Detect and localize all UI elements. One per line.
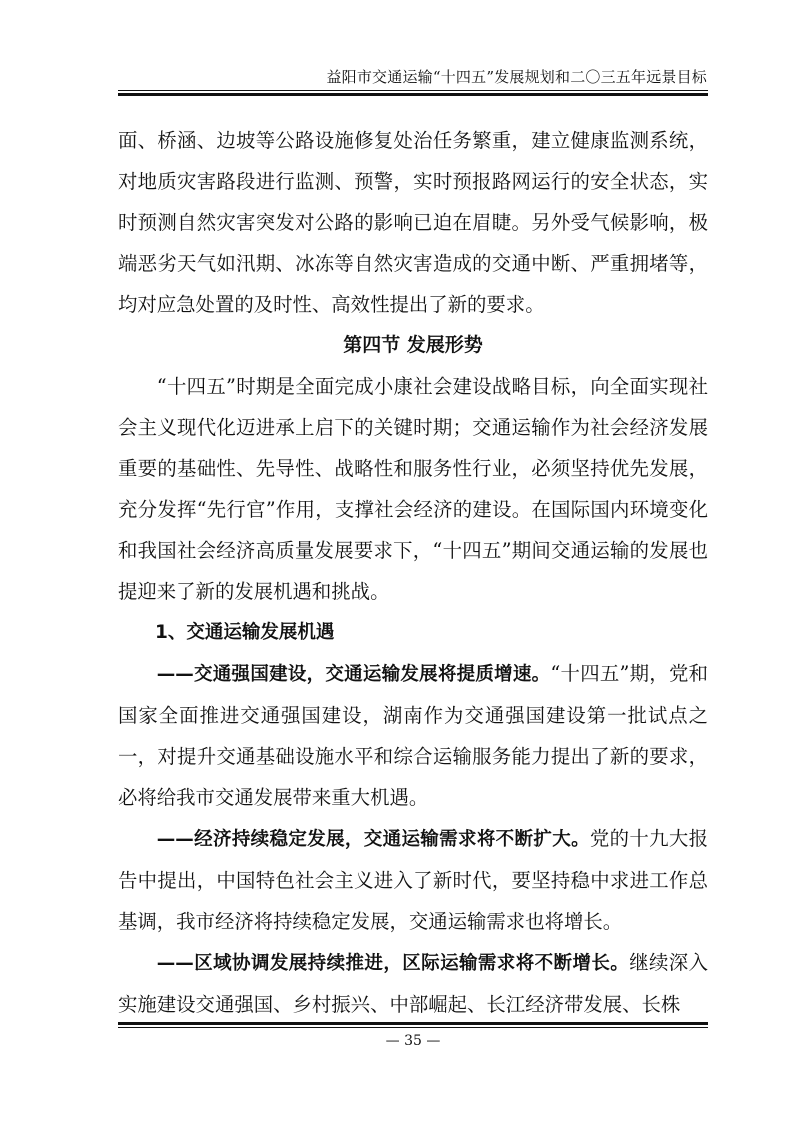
emphasis-transport-power: ——交通强国建设，交通运输发展将提质增速。 xyxy=(156,664,551,685)
document-body xyxy=(118,120,708,1025)
page-number: — 35 — xyxy=(385,1033,441,1049)
paragraph-regional xyxy=(118,942,708,1025)
footer-rule-thin xyxy=(118,1027,708,1028)
header-rule-thin xyxy=(118,90,708,91)
footer-rule-thick xyxy=(118,1022,708,1025)
emphasis-economy: ——经济持续稳定发展，交通运输需求将不断扩大。 xyxy=(156,829,590,850)
paragraph-economy-text: 党的十九大报告中提出，中国特色社会主义进入了新时代，要坚持稳中求进工作总基调，我市经济将持续稳定发展，交通运输需求也将增长。 xyxy=(118,827,708,933)
paragraph-transport-power xyxy=(118,653,708,818)
paragraph-transport-power-text: “十四五”期，党和国家全面推进交通强国建设，湖南作为交通强国建设第一批试点之一，对提升交通基础设施水平和综合运输服务能力提出了新的要求，必将给我市交通发展带来重大机遇。 xyxy=(118,662,708,809)
sub-heading-opportunities: 1、交通运输发展机遇 xyxy=(155,622,335,643)
emphasis-regional: ——区域协调发展持续推进，区际运输需求将不断增长。 xyxy=(156,953,630,974)
header-title: 益阳市交通运输“十四五”发展规划和二〇三五年远景目标 xyxy=(326,68,707,86)
paragraph-continuation: 面、桥涵、边坡等公路设施修复处治任务繁重，建立健康监测系统，对地质灾害路段进行监测、预警，实时预报路网运行的安全状态，实时预测自然灾害突发对公路的影响已迫在眉睫。另外受气候影响，极端恶劣天气如汛期、冰冻等自然灾害造成的交通中断、严重拥堵等，均对应急处置的及时性、高效性提出了新的要求。 xyxy=(118,129,708,316)
header-rule-thick xyxy=(118,93,708,96)
paragraph-economy xyxy=(118,818,708,942)
paragraph-situation: “十四五”时期是全面完成小康社会建设战略目标，向全面实现社会主义现代化迈进承上启下的关键时期；交通运输作为社会经济发展重要的基础性、先导性、战略性和服务性行业，必须坚持优先发展，充分发挥“先行官”作用，支撑社会经济的建设。在国际国内环境变化和我国社会经济高质量发展要求下，“十四五”期间交通运输的发展也提迎来了新的发展机遇和挑战。 xyxy=(118,375,708,603)
section-heading: 第四节 发展形势 xyxy=(343,334,483,356)
paragraph-regional-text: 继续深入实施建设交通强国、乡村振兴、中部崛起、长江经济带发展、长株 xyxy=(118,951,709,1016)
